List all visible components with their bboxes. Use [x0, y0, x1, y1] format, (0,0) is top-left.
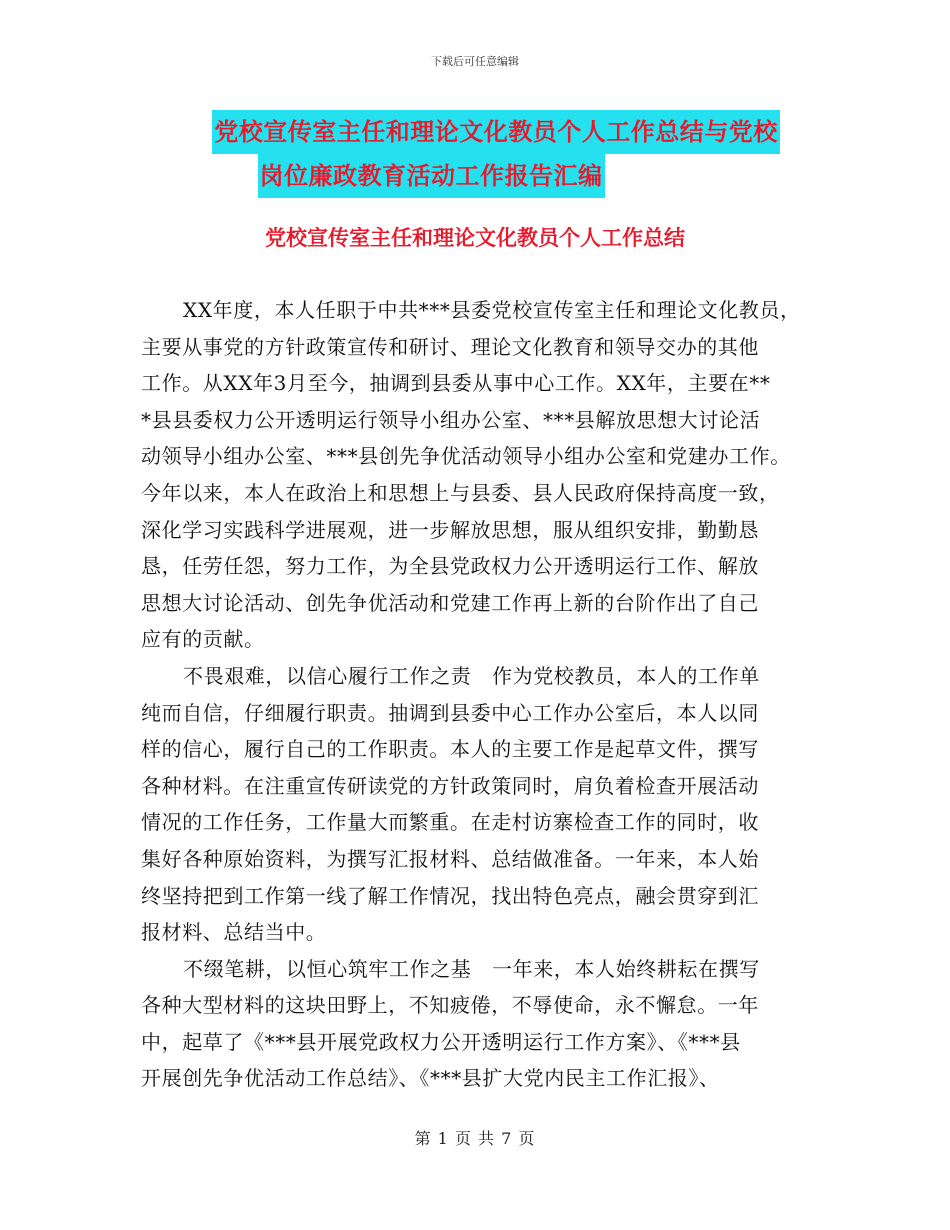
paragraph-line: 终坚持把到工作第一线了解工作情况，找出特色亮点，融会贯穿到汇 [141, 883, 759, 908]
paragraph-line: 工作。从XX年3月至今，抽调到县委从事中心工作。XX年，主要在** [141, 371, 771, 396]
paragraph-line: 中，起草了《***县开展党政权力公开透明运行工作方案》、《***县 [141, 1029, 741, 1054]
paragraph-line: 主要从事党的方针政策宣传和研讨、理论文化教育和领导交办的其他 [141, 334, 759, 359]
paragraph-line: 集好各种原始资料，为撰写汇报材料、总结做准备。一年来，本人始 [141, 846, 759, 871]
paragraph-line: 各种材料。在注重宣传研读党的方针政策同时，肩负着检查开展活动 [141, 773, 759, 798]
paragraph-line: 不缀笔耕，以恒心筑牢工作之基 一年来，本人始终耕耘在撰写 [183, 956, 760, 981]
paragraph-line: 动领导小组办公室、***县创先争优活动领导小组办公室和党建办工作。 [141, 444, 791, 469]
paragraph-line: 开展创先争优活动工作总结》、《***县扩大党内民主工作汇报》、 [141, 1066, 720, 1091]
title-line-1: 党校宣传室主任和理论文化教员个人工作总结与党校 [212, 110, 780, 154]
paragraph-line: 纯而自信，仔细履行职责。抽调到县委中心工作办公室后，本人以同 [141, 700, 759, 725]
paragraph-line: 各种大型材料的这块田野上，不知疲倦，不辱使命，永不懈怠。一年 [141, 993, 759, 1018]
document-title [0, 110, 950, 198]
paragraph-line: 思想大讨论活动、创先争优活动和党建工作再上新的台阶作出了自己 [141, 590, 759, 615]
body-text [141, 292, 831, 1097]
header-note: 下载后可任意编辑 [431, 55, 519, 68]
paragraph-line: 深化学习实践科学进展观，进一步解放思想，服从组织安排，勤勤恳 [141, 517, 759, 542]
paragraph-line: 恳，任劳任怨，努力工作，为全县党政权力公开透明运行工作、解放 [141, 554, 759, 579]
paragraph-line: 不畏艰难，以信心履行工作之责 作为党校教员，本人的工作单 [183, 663, 760, 688]
paragraph-line: 情况的工作任务，工作量大而繁重。在走村访寨检查工作的同时，收 [141, 810, 759, 835]
section-title: 党校宣传室主任和理论文化教员个人工作总结 [265, 226, 685, 250]
paragraph-line: 应有的贡献。 [141, 627, 265, 652]
paragraph-line: *县县委权力公开透明运行领导小组办公室、***县解放思想大讨论活 [141, 407, 761, 432]
page-footer: 第 1 页 共 7 页 [414, 1129, 536, 1148]
paragraph-line: XX年度，本人任职于中共***县委党校宣传室主任和理论文化教员， [183, 298, 801, 322]
paragraph-line: 样的信心，履行自己的工作职责。本人的主要工作是起草文件，撰写 [141, 737, 759, 762]
title-line-2: 岗位廉政教育活动工作报告汇编 [258, 154, 605, 198]
paragraph-line: 今年以来，本人在政治上和思想上与县委、县人民政府保持高度一致， [141, 480, 780, 505]
paragraph-line: 报材料、总结当中。 [141, 920, 327, 945]
